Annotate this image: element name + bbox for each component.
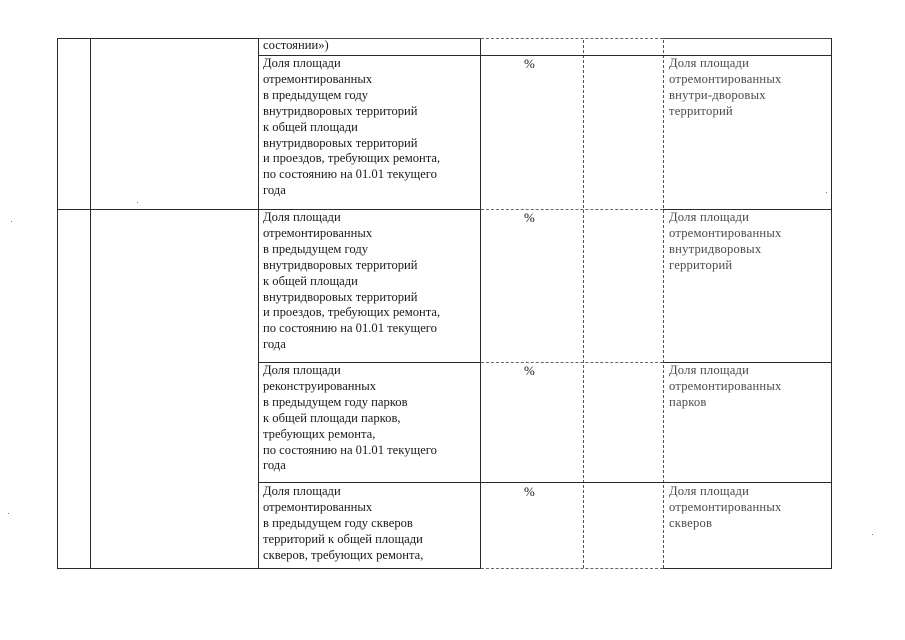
row-divider-2-left xyxy=(57,209,259,210)
column-divider-4 xyxy=(583,40,584,568)
scan-speck xyxy=(826,192,827,193)
scan-speck xyxy=(872,534,873,535)
row-divider-3-faint xyxy=(481,362,663,363)
name-cell-2: Доля площади отремонтированных внутридворовых герриторий xyxy=(669,210,782,272)
indicator-cell-0: состоянии») xyxy=(263,38,329,52)
indicator-cell-4: Доля площади отремонтированных в предыдущем году скверов территорий к общей площади скверов, требующих ремонта, xyxy=(263,484,424,562)
name-cell-1: Доля площади отремонтированных внутри-дворовых территорий xyxy=(669,56,782,118)
unit-cell-4: % xyxy=(524,484,535,499)
unit-cell-3: % xyxy=(524,363,535,378)
indicator-cell-2: Доля площади отремонтированных в предыдущем году внутридворовых территорий к общей площади внутридворовых территорий и проездов, требующих ремонта, по состоянию на 01.01 текущего года xyxy=(263,210,441,352)
unit-cell-1: % xyxy=(524,56,535,71)
table-bottom-border xyxy=(57,568,481,569)
scan-speck xyxy=(11,221,12,222)
table-top-border xyxy=(57,38,259,39)
table-top-border-right xyxy=(663,38,831,39)
scan-speck xyxy=(137,202,138,203)
column-divider-5 xyxy=(663,40,664,568)
table-bottom-border-right xyxy=(663,568,831,569)
table-bottom-border-faint xyxy=(481,568,663,569)
column-divider-1 xyxy=(90,38,91,569)
column-divider-3 xyxy=(480,38,481,569)
row-divider-4 xyxy=(258,482,831,483)
column-divider-2 xyxy=(258,38,259,569)
table-top-border-faint xyxy=(481,38,663,39)
indicator-cell-3: Доля площади реконструированных в предыдущем году парков к общей площади парков, требующих ремонта, по состоянию на 01.01 текущего года xyxy=(263,363,437,473)
scan-speck xyxy=(8,513,9,514)
name-cell-3: Доля площади отремонтированных парков xyxy=(669,363,782,409)
row-divider-2-faint xyxy=(481,209,663,210)
name-cell-4: Доля площади отремонтированных скверов xyxy=(669,484,782,530)
table-right-border xyxy=(831,38,832,569)
unit-cell-2: % xyxy=(524,210,535,225)
indicator-cell-1: Доля площади отремонтированных в предыдущем году внутридворовых территорий к общей площади внутридворовых территорий и проездов, требующих ремонта, по состоянию на 01.01 текущего года xyxy=(263,56,441,198)
table-left-border xyxy=(57,38,58,569)
